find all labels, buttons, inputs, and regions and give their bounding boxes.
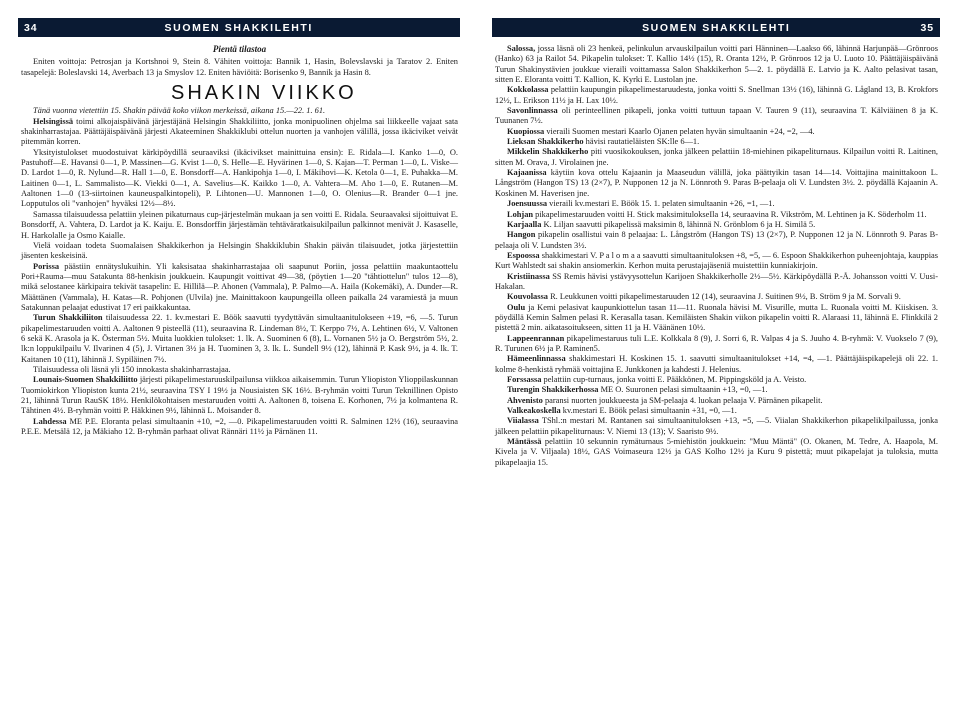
article-paragraph: Kokkolassa pelattiin kaupungin pikapelimestaruudesta, jonka voitti S. Snellman 13½ (16), lähinnä G. Lågland 13, B. Krokfors 12½, L. Erikson 11½ ja H. Lax 10½. (495, 85, 938, 105)
article-paragraph: Karjaalla K. Liljan saavutti pikapelissä maksimin 8, lähinnä N. Grönblom 6 ja H. Similä 5. (507, 219, 816, 229)
statistics-paragraph: Eniten voittoja: Petrosjan ja Kortshnoi 9, Stein 8. Vähiten voittoja: Bannik 1, Hasin, Bolevslavski ja Taratov 2. Eniten tasapelejä: Boleslavski 14, Averbach 13 ja Smyslov 12. Eniten häviöitä: Borisenko 9, Bannik ja Hasin 8. (21, 57, 458, 77)
place-name: Turengin Shakkikerhossa (507, 385, 599, 395)
article-paragraph: Lohjan pikapelimestaruuden voitti H. Stick maksimitulokseIla 14, seuraavina R. Vikström, M. Lehtinen ja K. Söderholm 11. (507, 209, 927, 219)
article-paragraph: Kajaanissa käytiin kova ottelu Kajaanin ja Maaseudun välillä, joka päättyikin tasan 14—14. Voittajina mainittakoon L. Långström (Hangon TS) 13 (2×7), P. Nupponen 12 ja N. Lönnroth 9. Paras B-pelaaja oli V. Lundsten 3½. 2. pöydällä Kajaanin A. Koskinen M. Haverisen jne. (495, 168, 938, 198)
place-name: Kouvolassa (507, 292, 548, 302)
article-paragraph: Turengin Shakkikerhossa ME O. Suuronen pelasi simultaanin +13, =0, —1. (507, 385, 768, 395)
article-paragraph: Mäntässä pelattiin 10 sekunnin rymäturnaus 5-miehistön joukkuein: "Muu Mäntä" (O. Okanen, M. Tedre, A. Haapola, M. Kivela ja V. Viljaala) 18½, GAS Voimaseura 12½ ja GAS Kolho 12½ ja Kuru 9 pistettä; muut pikapelajat ja tuloksia, mutta pikapelaajia 15. (495, 437, 938, 467)
article-paragraph: Helsingissä toimi alkojaispäivänä järjestäjänä Helsingin Shakkiliitto, jonka monipuolinen ohjelma sai liikkeelle vajaat sata shakinharrastajaa. Päättäjäispäivänä järjesti Akateeminen Shakkiklubi ottelun nuorten ja vanhojen välillä, jossa ikäciviket veivät pitemmän korren. (21, 116, 458, 147)
article-paragraph: Porissa päästiin ennätyslukuihin. Yli kaksisataa shakinharrastajaa oli saapunut Poriin, jossa pelattiin maakuntaottelu Pori+Rauma—muu Satakunta 88-henkisin joukkuein. Kaupungit voittivat 49—38, (pöytien 1—20 "tähtiottelun" tulos 12—8), mikä selostanee kärkipaira tekivät tasapelin: E. Hillilä—P. Ahonen (Vammala), P. Palmo—A. Haila (Kokemäki), A. Dunder—R. Määttänen (Vammala), H. Katas—R. Pohjonen (Ulvila) jne. Mainittakoon kaupungeilla olleen paikalla 24 varamiestä ja muun Satakunnan pelaajat edustivat 17 eri paikkakuntaa. (21, 261, 458, 312)
section-heading: SHAKIN VIIKKO (171, 82, 357, 105)
place-name: Lohjan (507, 209, 534, 219)
article-paragraph: Mikkelin Shakkikerho piti vuosikokouksen, jonka jälkeen pelattiin 18-miehinen pikapeliturnaus. Kilpailun voitti R. Laitinen, sitten M. Orava, J. Virolainen jne. (495, 147, 938, 167)
place-name: Kuopiossa (507, 126, 545, 136)
left-page-body (18, 37, 460, 437)
place-name: Kristiinassa (507, 271, 550, 281)
article-paragraph: Samassa tilaisuudessa pelattiin yleinen pikaturnaus cup-järjestelmän mukaan ja sen voitti E. Ridala. Seuraavaksi sijoittuivat E. Bonsdorff, A. Vahtera, D. Lardot ja K. Kaiju. E. Bonsdorffin järjestämän tehtäväratkaisukilpailun palkinnot menivät J. Kasaselle, H. Harkolalle ja Osmo Kaialle. (21, 209, 458, 240)
place-name: Lounais-Suomen Shakkiliitto (33, 375, 138, 385)
left-page (18, 18, 460, 716)
article-paragraph: Hangon pikapelin osallistui vain 8 pelaajaa: L. Långström (Hangon TS) 13 (2×7), P. Nupponen 12 ja N. Lönnroth 9. Paras B-pelaaja oli V. Lundsten 3½. (495, 230, 938, 250)
article-paragraph: Espoossa shakkimestari V. P a l o m a a saavutti simultaanituloksen +8, =5, — 6. Espoon Shakkikerhon puheenjohtaja, kauppias Kurt Wahlstedt sai shakin ansiomerkin. Kerhon muita perustajajäseniä muistettiin kunniakirjoin. (495, 250, 938, 271)
place-name: Forssassa (507, 375, 542, 384)
magazine-title: SUOMEN SHAKKILEHTI (164, 21, 313, 34)
place-name: Joensuussa (507, 199, 548, 209)
article-paragraph: Valkeakoskella kv.mestari E. Böök pelasi simultaanin +31, =0, —1. (507, 406, 737, 416)
place-name: Salossa, (507, 44, 536, 53)
page-number: 34 (24, 21, 38, 34)
article-paragraph: Turun Shakkiliiton tilaisuudessa 22. 1. kv.mestari E. Böök saavutti tyydyttävän simultaanitulokseen +19, =6, —5. Turun pikapelimestaruuden voitti A. Aaltonen 9 pisteellä (11), seuraavina R. Lindeman 8½, T. Kerppo 7½, A. Lehtinen 6½, V. Valtonen 6 sekä K. Arasola ja K. Österman 5½. Muita luokkien tulokset: 1. lk. A. Suominen 6 (8), L. Vornanen 5½ ja O. Bergström 5½, 2. lk:n loppukilpailu V. Ilvarinen 4 (5), J. Virtanen 3½ ja H. Tuominen 3, 3. lk. L. Sundell 9½ (12), lähinnä P. Kask 9½, ja 4. lk. T. Kaitanen 10 (11), lähinnä J. Sypiläinen 7½. (21, 313, 458, 364)
place-name: Mikkelin Shakkikerho (507, 147, 589, 157)
place-name: Kokkolassa (507, 85, 549, 95)
article-paragraph: Kristiinassa SS Remis hävisi ystävyysottelun Karijoen Shakkikerholle 2½—5½. Kärkipöydällä P.-Å. Johansson voitti V. Uusi-Hakalan. (495, 271, 938, 291)
article-paragraph: Oulu ja Kemi pelasivat kaupunkiottelun tasan 11—11. Ruonala hävisi M. Visurille, mutta L. Ruonala voitti M. Kiiskisen. 3. pöydällä Kemin Salmen pelasi R. Kerasalla tasan. Kemiläisten Shakin viikon pikapelin voitti R. Alaraasi 11, lähinnä E. Flinkkilä 2 pistettä 2 min. aikatasoitukseen, sitten 11 ja H. Väänänen 10½. (495, 302, 938, 333)
place-name: Turun Shakkiliiton (33, 313, 103, 323)
article-paragraph: Ahvenisto paransi nuorten joukkueesta ja SM-pelaaja 4. luokan pelaaja V. Pärnänen pikapelit. (507, 395, 823, 405)
place-name: Kajaanissa (507, 168, 547, 178)
place-name: Hangon (507, 230, 536, 240)
place-name: Valkeakoskella (507, 406, 561, 416)
place-name: Viialassa (507, 416, 539, 426)
right-article-paragraphs (495, 44, 938, 468)
place-name: Mäntässä (507, 437, 542, 447)
place-name: Helsingissä (33, 116, 74, 126)
article-paragraph: Lieksan Shakkikerho hävisi rautatieläisten SK:lle 6—1. (507, 137, 700, 147)
page-number: 35 (920, 21, 934, 34)
article-paragraph: Joensuussa vieraili kv.mestari E. Böök 15. 1. pelaten simultaanin +26, =1, —1. (507, 199, 775, 209)
place-name: Savonlinnassa (507, 106, 558, 116)
article-paragraph: Lappeenrannan pikapelimestaruus tuli L.E. Kolkkala 8 (9), J. Sorri 6, R. Valpas 4 ja S. Juuho 4. B-ryhmä: V. Vuokselo 7 (9), R. Turunen 6½ ja P. Raminen5. (495, 333, 938, 353)
magazine-title: SUOMEN SHAKKILEHTI (642, 21, 791, 34)
place-name: Lieksan Shakkikerho (507, 137, 584, 147)
intro-paragraph: Tänä vuonna vietettiin 15. Shakin päivää koko viikon merkeissä, aikana 15.—22. 1. 61. (33, 106, 326, 116)
article-paragraph: Salossa, jossa läsnä oli 23 henkeä, pelinkulun arvauskilpailun voitti pari Hänninen—Laakso 66, lähinnä Harjunpää—Grönroos (Hanko) 63 ja Railot 54. Pikapelin tulokset: T. Kallio 14½ (15), R. Oranta 12½, P. Grönroos 12 ja U. Luoto 10. Päättäjäispäivänä Turun Shakinystävien joukkue vieraili voittamassa Salon Shakkikerhon 5—2. 1. pöydällä E. Latvio ja K. Aalto pelasivat tasan, sitten E. Eloranta voitti T. Kallion, K. Kyrki E. Lustolan jne. (495, 44, 938, 85)
place-name: Karjaalla (507, 219, 542, 229)
article-paragraph: Lounais-Suomen Shakkiliitto järjesti pikapelimestaruuskilpailunsa viikkoa aikaisemmin. Turun Yliopiston Ylioppilaskunnan Tuomiokirkon Yliopiston kunta 21½, seuraavina TSY I 19½ ja Nousiaisten SK 16½. B-ryhmän voitti Turun Teknillinen Opisto 21, lähinnä Turun RauSK 18½. Henkilökohtaisen mestaruuden voitti A. Aaltonen 8, toisena E. Korhonen, 7½ ja kolmantena R. Tähtinen 4½. B-ryhmän voitti P. Häkkinen 9½, lähinnä L. Moisander 8. (21, 375, 458, 416)
article-paragraph: Viialassa TShl.:n mestari M. Rantanen sai simultaanituloksen +13, =5, —5. Viialan Shakkikerhon pikapelikilpailussa, jonka jälkeen pelattiin pikapeliturnaus: V. Niemi 13 (13); V. Saaristo 9½. (495, 416, 938, 436)
article-paragraph: Kuopiossa vieraili Suomen mestari Kaarlo Ojanen pelaten hyvän simultaanin +24, =2, —4. (507, 126, 815, 136)
article-paragraph: Kouvolassa R. Leukkunen voitti pikapelimestaruuden 12 (14), seuraavina J. Suitinen 9½, B. Ström 9 ja M. Sorvali 9. (507, 292, 901, 302)
article-paragraph: Vielä voidaan todeta Suomalaisen Shakkikerhon ja Helsingin Shakkiklubin Shakin päivän tilaisuudet, jotka järjestettiin jäsenten keskeisinä. (21, 240, 458, 261)
place-name: Espoossa (507, 250, 540, 260)
place-name: Porissa (33, 261, 60, 271)
article-paragraph: Savonlinnassa oli perinteellinen pikapeli, jonka voitti tuttuun tapaan V. Tauren 9 (11), seuraavina T. Kälviäinen 8 ja K. Tuunanen 7½. (495, 106, 938, 126)
place-name: Hämeenlinnassa (507, 354, 566, 364)
article-paragraph: Hämeenlinnassa shakkimestari H. Koskinen 15. 1. saavutti simultaanitulokset +14, =4, —1. Päättäjäispikapelejä oli 22. 1. kolme 8-henkistä ryhmää voittajina E. Junkkonen ja kahdesti J. Helenius. (495, 354, 938, 374)
place-name: Ahvenisto (507, 395, 543, 405)
section-subtitle: Pientä tilastoa (212, 44, 267, 54)
article-paragraph: Yksityistulokset muodostuivat kärkipöydillä seuraaviksi (ikäcivikset mainittuina ensin): E. Ridala—I. Kanko 1—0, O. Pastuhoff—E. Havansi 0—1, P. Massinen—G. Kvist 1—0, S. Helle—E. Hyvärinen 1—0, S. Kajan—T. Perman 1—0, L. Viske—D. Lardot 1—0, R. Nylund—R. Hall 1—0, E. Bonsdorff—A. Hankipohja 1—0, I. Mäkihovi—K. Ketola 0—1, E. Puhakka—M. Laitinen 0—1, L. Sammalisto—K. Viekki 0—1, A. Savelius—K. Kaikko 1—0, A. Vahtera—M. Aho 1—0, E. Rutanen—M. Aaltonen 1—0 (13-siirtoinen kauneuspalkintopeli), P. Lihtonen—U. Mannonen 1—0, O. Olenius—R. Brander 0—1 jne. Lopputulos oli "vanhojen" hyväksi 12½—8½. (21, 147, 458, 209)
place-name: Lahdessa (33, 416, 67, 426)
right-page (492, 18, 940, 716)
place-name: Lappeenrannan (507, 333, 565, 343)
article-paragraph: Tilaisuudessa oli läsnä yli 150 innokasta shakinharrastajaa. (33, 364, 231, 374)
left-article-paragraphs (21, 117, 458, 438)
right-page-header (492, 18, 940, 37)
article-paragraph: Lahdessa ME P.E. Eloranta pelasi simultaanin +10, =2, —0. Pikapelimestaruuden voitti R. Salminen 12½ (16), seuraavina P.E.E. Metsälä 12, ja Mäkiaho 12. B-ryhmän parhaat olivat Rännäri 11½ ja Pärnänen 11. (21, 416, 458, 437)
article-paragraph: Forssassa pelattiin cup-turnaus, jonka voitti E. Pääkkönen, M. Pippingsköld ja A. Veisto. (507, 375, 807, 384)
place-name: Oulu (507, 302, 526, 312)
left-page-header (18, 18, 460, 37)
right-page-body (492, 37, 940, 468)
